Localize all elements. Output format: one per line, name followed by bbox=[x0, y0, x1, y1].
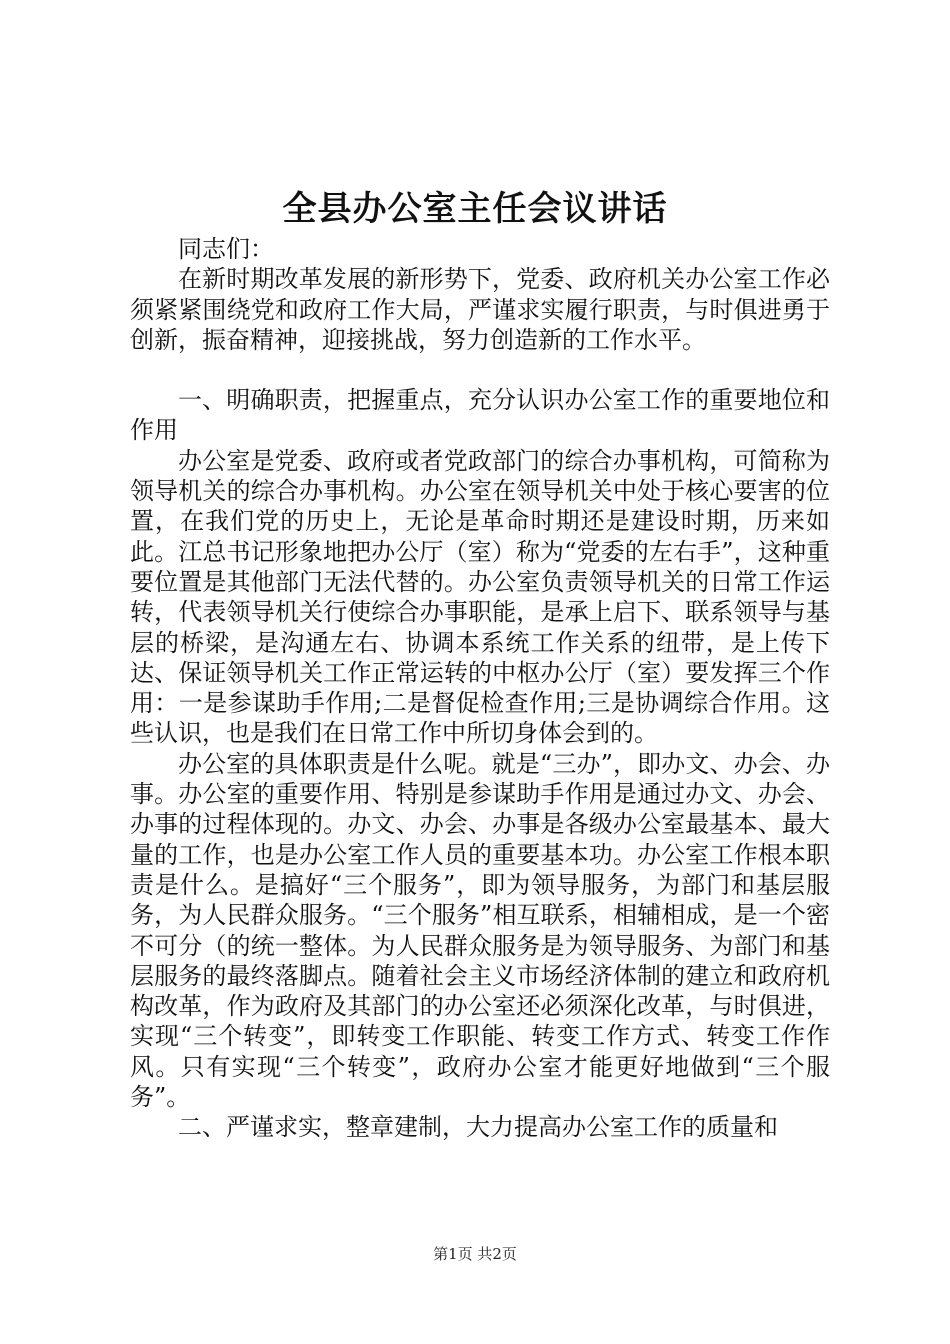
paragraph-intro: 在新时期改革发展的新形势下，党委、政府机关办公室工作必须紧紧围绕党和政府工作大局，严谨求实履行职责，与时俱进勇于创新，振奋精神，迎接挑战，努力创造新的工作水平。 bbox=[130, 265, 830, 354]
section-heading-1: 一、明确职责，把握重点，充分认识办公室工作的重要地位和作用 bbox=[130, 386, 830, 445]
page-footer: 第1页 共2页 bbox=[433, 1245, 517, 1263]
paragraph-gap bbox=[130, 355, 830, 385]
paragraph-role: 办公室是党委、政府或者党政部门的综合办事机构，可简称为领导机关的综合办事机构。办公室在领导机关中处于核心要害的位置，在我们党的历史上，无论是革命时期还是建设时期，历来如此。江总书记形象地把办公厅（室）称为“党委的左右手”，这种重要位置是其他部门无法代替的。办公室负责领导机关的日常工作运转，代表领导机关行使综合办事职能，是承上启下、联系领导与基层的桥梁，是沟通左右、协调本系统工作关系的纽带，是上传下达、保证领导机关工作正常运转的中枢办公厅（室）要发挥三个作用：一是参谋助手作用;二是督促检查作用;三是协调综合作用。这些认识，也是我们在日常工作中所切身体会到的。 bbox=[130, 446, 830, 748]
paragraph-duties: 办公室的具体职责是什么呢。就是“三办”，即办文、办会、办事。办公室的重要作用、特别是参谋助手作用是通过办文、办会、办事的过程体现的。办文、办会、办事是各级办公室最基本、最大量的工作，也是办公室工作人员的重要基本功。办公室工作根本职责是什么。是搞好“三个服务”，即为领导服务，为部门和基层服务，为人民群众服务。“三个服务”相互联系，相辅相成，是一个密不可分（的统一整体。为人民群众服务是为领导服务、为部门和基层服务的最终落脚点。随着社会主义市场经济体制的建立和政府机构改革，作为政府及其部门的办公室还必须深化改革，与时俱进，实现“三个转变”，即转变工作职能、转变工作方式、转变工作作风。只有实现“三个转变”，政府办公室才能更好地做到“三个服务”。 bbox=[130, 749, 830, 1112]
section-heading-2: 二、严谨求实，整章建制，大力提高办公室工作的质量和 bbox=[178, 1113, 778, 1142]
document-title: 全县办公室主任会议讲话 bbox=[282, 189, 668, 229]
salutation: 同志们： bbox=[178, 235, 274, 263]
document-body bbox=[130, 234, 830, 1143]
